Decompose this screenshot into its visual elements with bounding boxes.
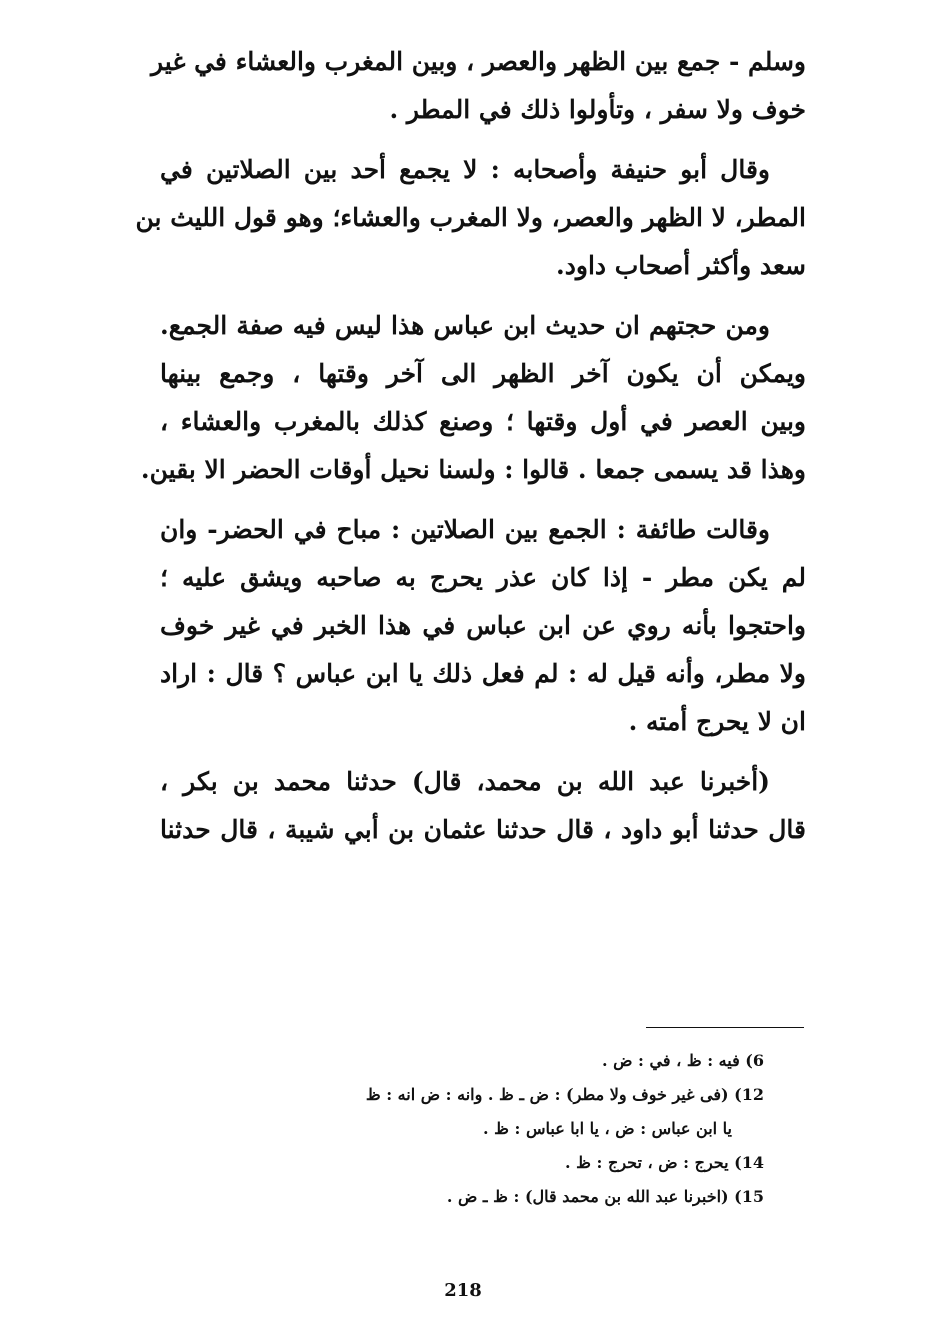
page-number: 218 <box>444 1280 482 1301</box>
main-text <box>135 38 806 866</box>
text-line: خوف ولا سفر ، وتأولوا ذلك في المطر . <box>389 95 806 124</box>
text-line: لم يكن مطر - إذا كان عذر يحرج به صاحبه ويشق عليه ؛ <box>160 563 806 592</box>
text-line: قال حدثنا أبو داود ، قال حدثنا عثمان بن أبي شيبة ، قال حدثنا <box>160 815 806 844</box>
text-line: وهذا قد يسمى جمعا . قالوا : ولسنا نحيل أوقات الحضر الا بقين. <box>140 455 806 484</box>
text-line: ان لا يحرج أمته . <box>628 707 806 736</box>
paragraph-3 <box>140 302 806 494</box>
text-line: ولا مطر، وأنه قيل له : لم فعل ذلك يا ابن عباس ؟ قال : اراد <box>160 659 806 688</box>
text-line: وقالت طائفة : الجمع بين الصلاتين : مباح في الحضر- وان <box>160 515 770 544</box>
footnote: يا ابن عباس : ض ، يا ابا عباس : ظ . <box>482 1119 732 1138</box>
paragraph-5 <box>160 758 806 854</box>
text-line: (أخبرنا عبد الله بن محمد، قال) حدثنا محمد بن بكر ، <box>160 767 770 796</box>
text-line: وقال أبو حنيفة وأصحابه : لا يجمع أحد بين الصلاتين في <box>160 155 770 184</box>
text-line: المطر، لا الظهر والعصر، ولا المغرب والعشاء؛ وهو قول الليث بن <box>135 203 806 232</box>
footnote: 6) فيه : ظ ، في : ض . <box>602 1051 764 1070</box>
text-line: سعد وأكثر أصحاب داود. <box>556 251 806 280</box>
text-line: وسلم - جمع بين الظهر والعصر ، وبين المغرب والعشاء في غير <box>150 47 806 76</box>
text-line: ومن حجتهم ان حديث ابن عباس هذا ليس فيه صفة الجمع. <box>160 311 770 340</box>
paragraph-1 <box>150 38 806 134</box>
paragraph-2 <box>135 146 806 290</box>
text-line: واحتجوا بأنه روي عن ابن عباس في هذا الخبر في غير خوف <box>160 611 806 640</box>
text-line: وبين العصر في أول وقتها ؛ وصنع كذلك بالمغرب والعشاء ، <box>160 407 806 436</box>
paragraph-4 <box>160 506 806 746</box>
footnote: 15) (اخبرنا عبد الله بن محمد قال) : ظ ـ ض . <box>446 1187 764 1206</box>
text-line: ويمكن أن يكون آخر الظهر الى آخر وقتها ، وجمع بينها <box>160 359 806 388</box>
footnote: 12) (فى غير خوف ولا مطر) : ض ـ ظ . وانه : ض انه : ظ <box>365 1085 764 1104</box>
footnote-divider <box>646 1027 804 1028</box>
footnotes <box>220 1044 764 1214</box>
footnote: 14) يحرج : ض ، تحرج : ظ . <box>565 1153 764 1172</box>
